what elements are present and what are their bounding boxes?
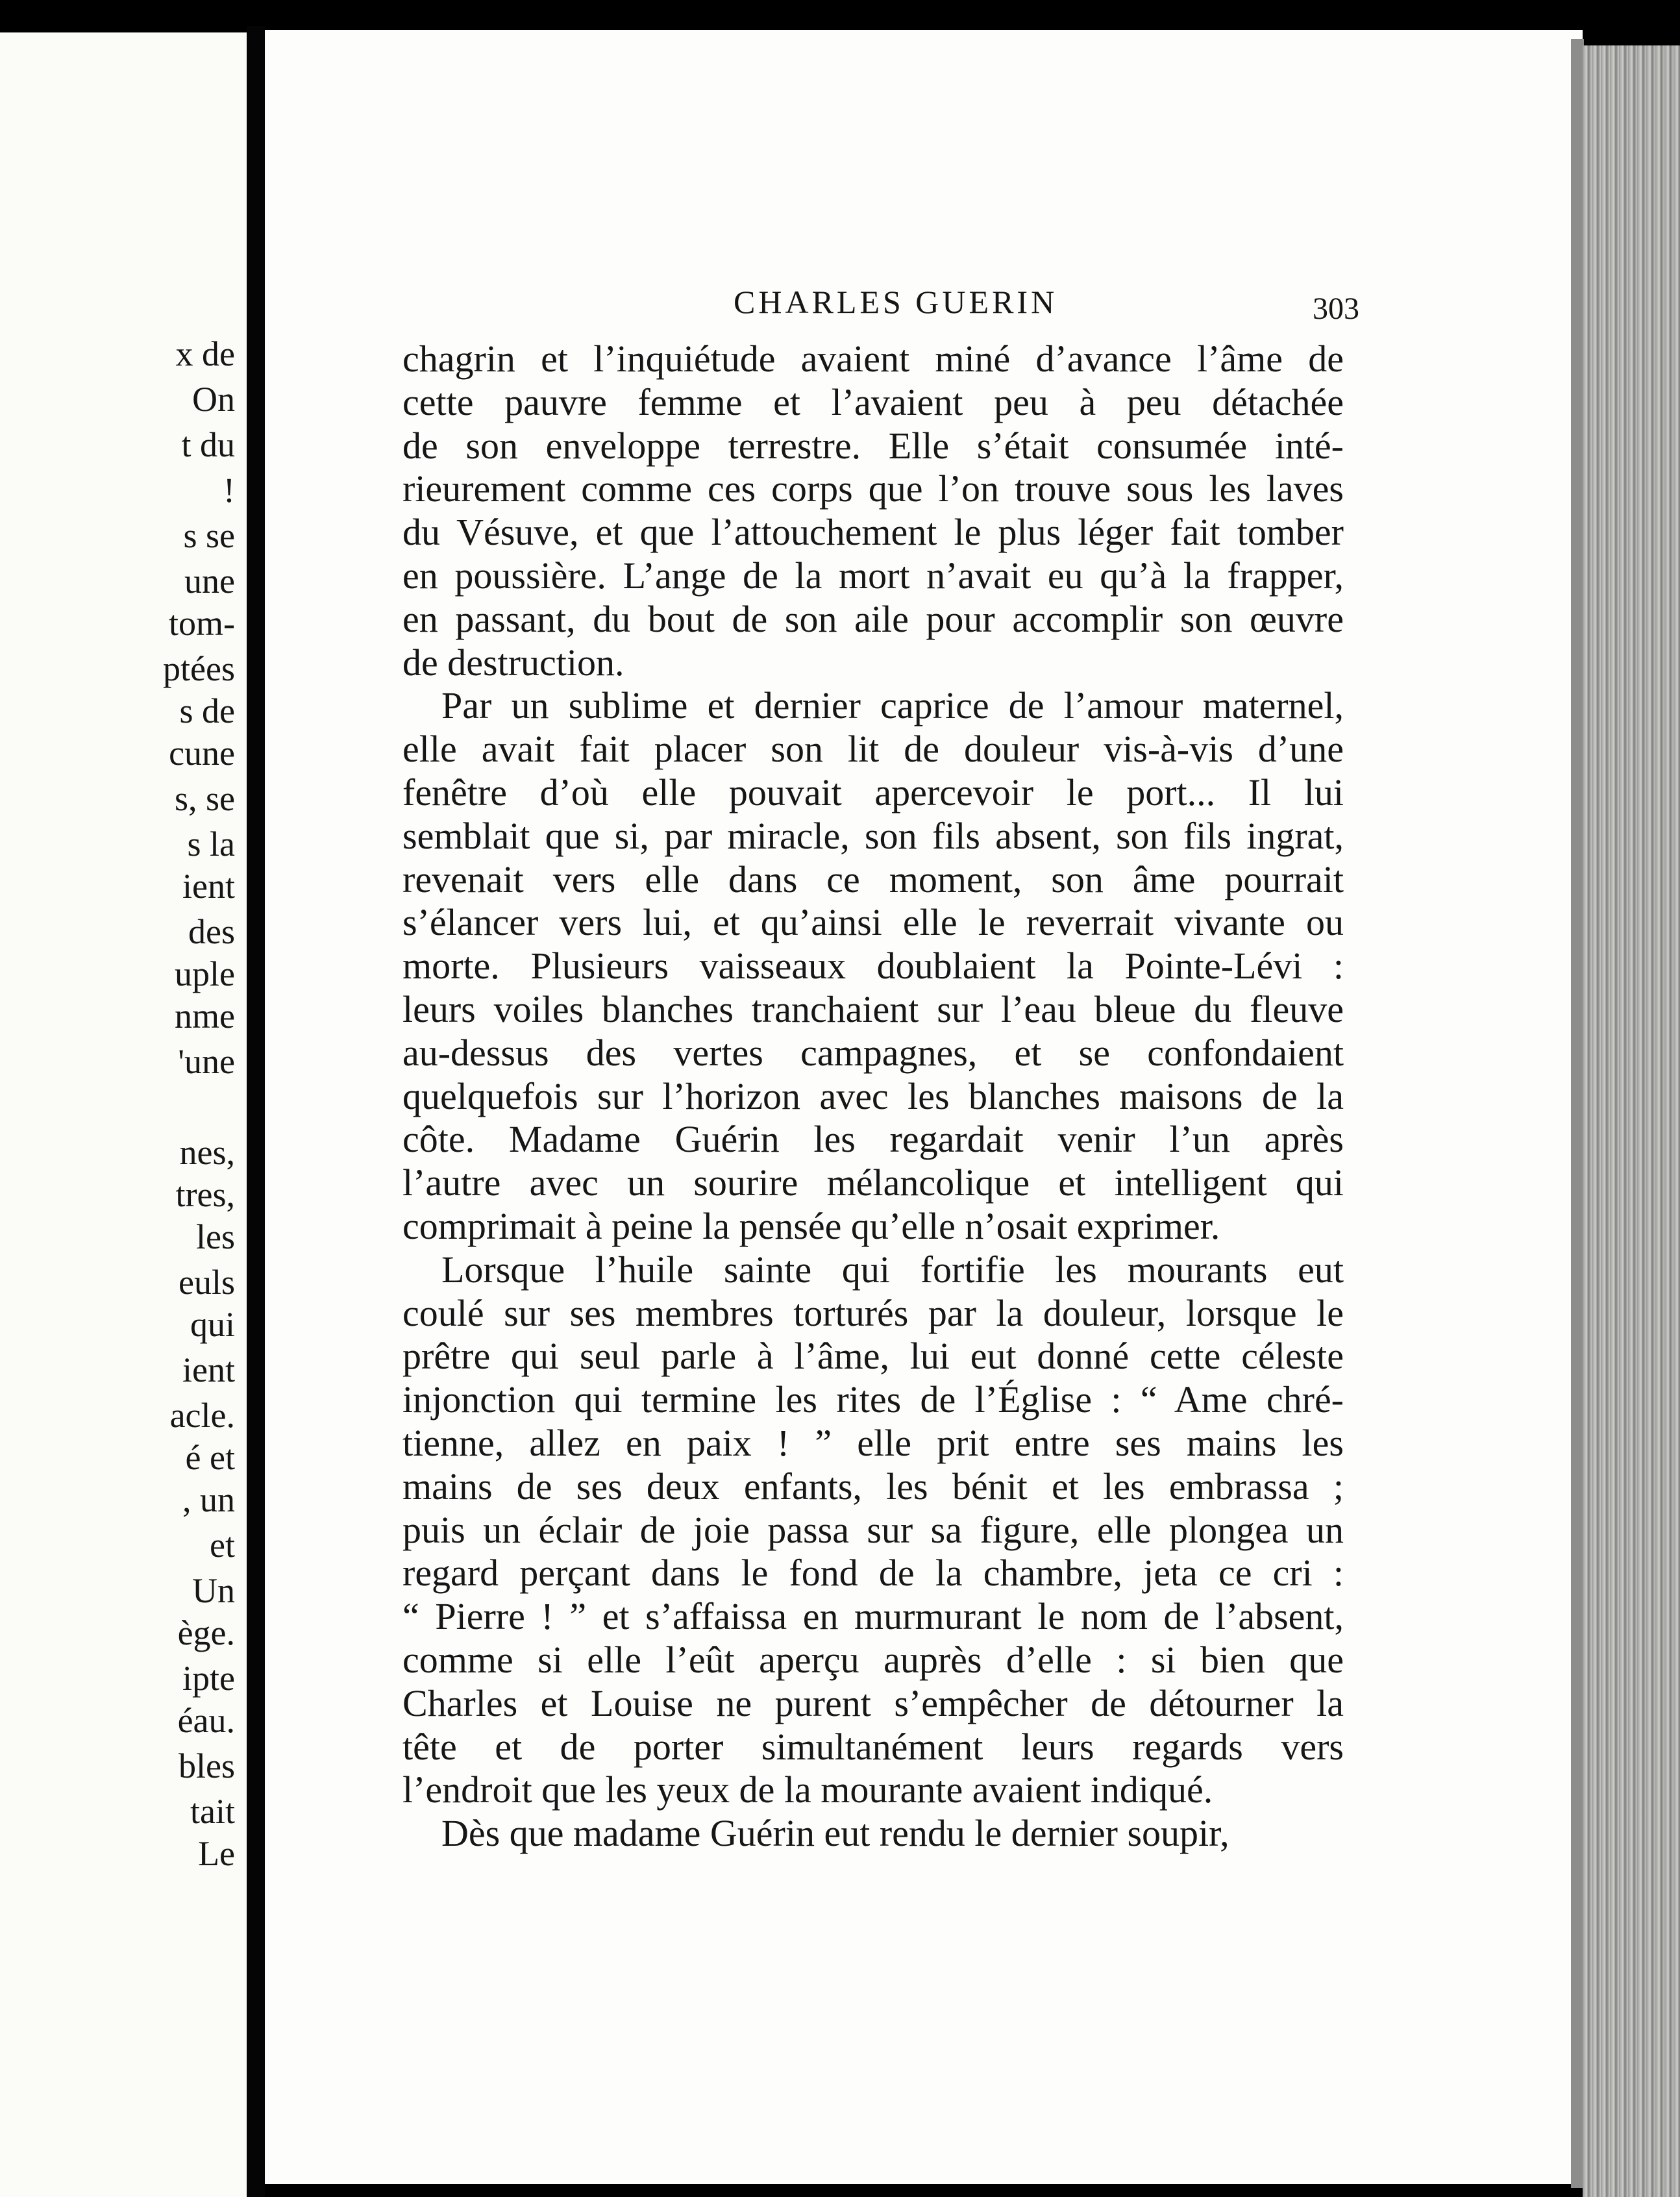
text-line: fenêtre d’où elle pouvait apercevoir le port... Il lui [402, 771, 1344, 813]
text-line: tienne, allez en paix ! ” elle prit entre ses mains les [402, 1421, 1344, 1464]
left-page-fragment: t du [181, 425, 235, 464]
left-page-fragment: acle. [169, 1396, 235, 1435]
text-line: chagrin et l’inquiétude avaient miné d’avance l’âme de [402, 338, 1344, 380]
text-line: prêtre qui seul parle à l’âme, lui eut donné cette céleste [402, 1335, 1344, 1378]
left-page-fragment: qui [190, 1305, 235, 1344]
left-page-fragment: ient [182, 867, 235, 906]
page-edges [1583, 45, 1680, 2197]
left-page-fragment: euls [179, 1263, 235, 1302]
left-page-fragment: , un [182, 1480, 235, 1519]
text-line: “ Pierre ! ” et s’affaissa en murmurant le nom de l’absent, [402, 1595, 1344, 1638]
left-page-fragment: des [188, 912, 235, 951]
text-line: cette pauvre femme et l’avaient peu à peu détachée [402, 380, 1344, 423]
left-page-fragment: s, se [175, 779, 235, 818]
left-page-fragment: bles [179, 1746, 235, 1785]
text-line: leurs voiles blanches tranchaient sur l’eau bleue du fleuve [402, 987, 1344, 1030]
text-line: rieurement comme ces corps que l’on trouve sous les laves [402, 467, 1344, 510]
text-line: comprimait à peine la pensée qu’elle n’osait exprimer. [402, 1204, 1220, 1247]
text-line: Par un sublime et dernier caprice de l’amour maternel, [441, 684, 1344, 727]
left-page-fragment: les [196, 1217, 235, 1256]
left-page-fragment: Un [192, 1571, 235, 1610]
text-line: s’élancer vers lui, et qu’ainsi elle le reverrait vivante ou [402, 901, 1344, 944]
text-line: elle avait fait placer son lit de douleur vis-à-vis d’une [402, 728, 1344, 771]
left-page-fragment: nes, [179, 1133, 235, 1172]
left-page-fragment: ège. [177, 1613, 235, 1652]
running-head: CHARLES GUERIN [734, 284, 1058, 320]
left-page-fragment: uple [175, 954, 235, 993]
left-page-fragment: ptées [163, 649, 235, 688]
text-line: Charles et Louise ne purent s’empêcher de détourner la [402, 1682, 1344, 1724]
left-page-fragment: une [184, 562, 235, 601]
text-line: en passant, du bout de son aile pour accomplir son œuvre [402, 597, 1344, 640]
text-line: Dès que madame Guérin eut rendu le dernier soupir, [441, 1812, 1229, 1855]
left-page-fragment: nme [175, 997, 235, 1036]
left-page-fragment: ient [182, 1350, 235, 1389]
text-line: revenait vers elle dans ce moment, son âme pourrait [402, 858, 1344, 900]
page-edge-shadow [1571, 39, 1584, 2188]
left-page-fragment: Le [198, 1834, 235, 1873]
text-line: en poussière. L’ange de la mort n’avait eu qu’à la frapper, [402, 554, 1344, 597]
left-page-fragment: ! [223, 471, 235, 510]
text-line: côte. Madame Guérin les regardait venir l’un après [402, 1118, 1344, 1161]
text-line: regard perçant dans le fond de la chambre, jeta ce cri : [402, 1552, 1344, 1595]
text-line: morte. Plusieurs vaisseaux doublaient la Pointe-Lévi : [402, 945, 1344, 987]
left-page-fragment: x de [175, 334, 235, 373]
text-line: quelquefois sur l’horizon avec les blanches maisons de la [402, 1074, 1344, 1117]
text-line: de son enveloppe terrestre. Elle s’était consumée inté- [402, 424, 1344, 467]
left-page-fragment: s se [183, 516, 235, 555]
text-line: injonction qui termine les rites de l’Église : “ Ame chré- [402, 1378, 1344, 1421]
left-page-fragment: tres, [175, 1175, 235, 1214]
left-page-fragment: et [210, 1526, 235, 1565]
left-page-fragment: s de [179, 691, 235, 730]
left-page-fragment: tom- [169, 604, 235, 643]
text-line: mains de ses deux enfants, les bénit et les embrassa ; [402, 1465, 1344, 1508]
text-line: au-dessus des vertes campagnes, et se confondaient [402, 1031, 1344, 1074]
body-text [402, 338, 1344, 1856]
left-page-fragment: cune [169, 734, 235, 773]
text-line: Lorsque l’huile sainte qui fortifie les mourants eut [441, 1248, 1344, 1291]
text-line: semblait que si, par miracle, son fils absent, son fils ingrat, [402, 814, 1344, 857]
left-page-fragment: éau. [177, 1701, 235, 1740]
left-page-fragment: On [192, 380, 235, 419]
page-number: 303 [1313, 292, 1359, 326]
text-line: l’endroit que les yeux de la mourante avaient indiqué. [402, 1769, 1213, 1811]
text-line: de destruction. [402, 641, 624, 684]
text-line: du Vésuve, et que l’attouchement le plus léger fait tomber [402, 511, 1344, 554]
left-page-fragment: é et [185, 1438, 235, 1477]
text-line: puis un éclair de joie passa sur sa figure, elle plongea un [402, 1508, 1344, 1551]
left-page-fragment: 'une [178, 1042, 235, 1081]
left-page-fragment: tait [190, 1792, 235, 1831]
left-page-fragment: s la [187, 825, 235, 863]
text-line: coulé sur ses membres torturés par la douleur, lorsque le [402, 1291, 1344, 1334]
left-page [0, 32, 247, 2197]
text-line: comme si elle l’eût aperçu auprès d’elle : si bien que [402, 1638, 1344, 1681]
left-page-fragment: ipte [182, 1659, 235, 1698]
text-line: l’autre avec un sourire mélancolique et intelligent qui [402, 1161, 1344, 1204]
text-line: tête et de porter simultanément leurs regards vers [402, 1725, 1344, 1768]
book-gutter [247, 26, 265, 2197]
